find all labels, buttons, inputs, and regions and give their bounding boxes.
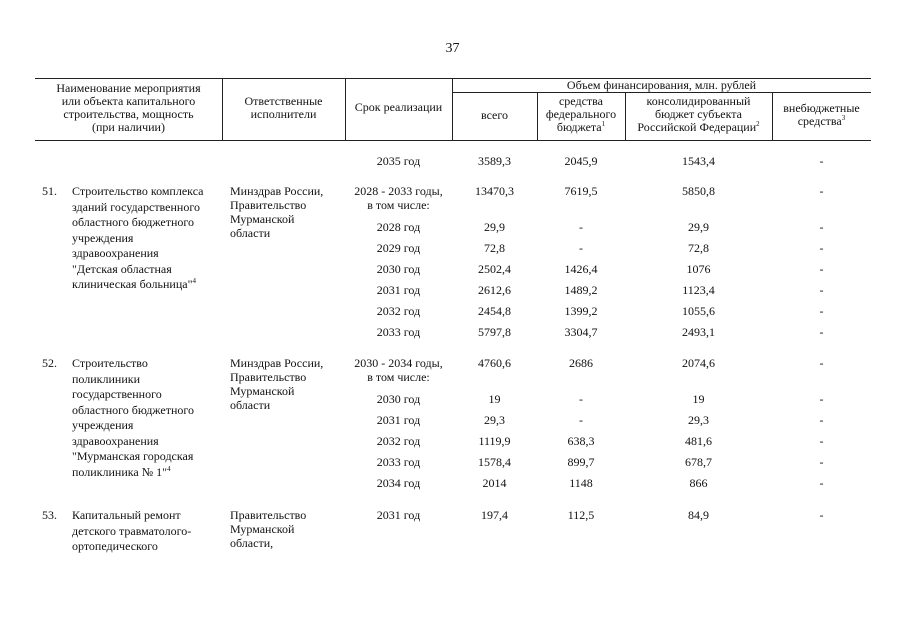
page-number: 37 xyxy=(445,41,460,56)
year-row-period: 2031 год xyxy=(376,283,421,297)
year-row-federal: 638,3 xyxy=(567,434,595,448)
year-row-regional: 72,8 xyxy=(688,241,709,255)
year-row-extra: - xyxy=(819,413,824,427)
entry-51-name: Строительство комплекса зданий государственного областного бюджетного учреждения здравоохранения "Детская областная клиническая больница"$^4$ xyxy=(72,184,204,291)
year-row-period: 2030 год xyxy=(376,392,421,406)
year-row-period: 2032 год xyxy=(376,434,421,448)
year-row-total: 2612,6 xyxy=(478,283,511,297)
year-row-federal: - xyxy=(579,220,583,234)
entry-51-period-summary: 2028 - 2033 годы, в том числе: xyxy=(354,184,443,212)
entry-52-extra: - xyxy=(819,356,824,370)
header-regional: консолидированный бюджет субъекта Российской Федерации$^2$ xyxy=(637,94,760,134)
header-total: всего xyxy=(480,108,509,122)
year-row-regional: 29,9 xyxy=(688,220,709,234)
year-row-extra: - xyxy=(819,304,824,318)
year-row-total: 2502,4 xyxy=(478,262,511,276)
entry-52-name: Строительство поликлиники государственного областного бюджетного учреждения здравоохранения "Мурманская городская поликлиника № 1"$^4$ xyxy=(72,356,195,479)
year-row-federal: 1489,2 xyxy=(564,283,598,297)
header-period: Срок реализации xyxy=(354,100,443,114)
year-row-total: 29,3 xyxy=(484,413,505,427)
entry-52-regional: 2074,6 xyxy=(682,356,715,370)
year-row-extra: - xyxy=(819,325,824,339)
carry-regional: 1543,4 xyxy=(682,154,715,168)
year-row-federal: 3304,7 xyxy=(564,325,598,339)
entry-53-number: 53. xyxy=(42,508,57,522)
year-row-regional: 2493,1 xyxy=(682,325,715,339)
year-row-extra: - xyxy=(819,455,824,469)
year-row-total: 1578,4 xyxy=(478,455,511,469)
header-federal: средства федерального бюджета$^1$ xyxy=(545,94,617,134)
entry-53-executors: Правительство Мурманской области, xyxy=(230,508,307,550)
year-row-period: 2034 год xyxy=(376,476,421,490)
year-row-period: 2030 год xyxy=(376,262,421,276)
year-row-federal: 1399,2 xyxy=(564,304,598,318)
year-row-extra: - xyxy=(819,220,824,234)
carry-total: 3589,3 xyxy=(478,154,511,168)
year-row-extra: - xyxy=(819,434,824,448)
year-row-extra: - xyxy=(819,392,824,406)
header-name: Наименование мероприятия или объекта капитального строительства, мощность (при наличии) xyxy=(56,81,201,134)
financing-subheader-rule xyxy=(452,92,871,93)
year-row-period: 2029 год xyxy=(376,241,421,255)
entry-53-regional: 84,9 xyxy=(688,508,709,522)
year-row-regional: 1076 xyxy=(686,262,711,276)
year-row-period: 2033 год xyxy=(376,325,421,339)
entry-51-federal: 7619,5 xyxy=(564,184,598,198)
year-row-total: 19 xyxy=(488,392,501,406)
entry-51-regional: 5850,8 xyxy=(682,184,715,198)
header-executors: Ответственные исполнители xyxy=(244,94,323,121)
year-row-extra: - xyxy=(819,283,824,297)
header-bottom-rule xyxy=(35,140,871,141)
year-row-period: 2033 год xyxy=(376,455,421,469)
entry-52-federal: 2686 xyxy=(569,356,593,370)
year-row-federal: - xyxy=(579,241,583,255)
entry-53-name: Капитальный ремонт детского травматолого- ортопедического xyxy=(72,508,192,553)
entry-51-number: 51. xyxy=(42,184,57,198)
entry-52-period-summary: 2030 - 2034 годы, в том числе: xyxy=(354,356,443,384)
year-row-total: 29,9 xyxy=(484,220,505,234)
entry-53-total: 197,4 xyxy=(481,508,508,522)
year-row-regional: 678,7 xyxy=(685,455,712,469)
year-row-extra: - xyxy=(819,262,824,276)
year-row-federal: 1148 xyxy=(569,476,593,490)
year-row-federal: 1426,4 xyxy=(564,262,598,276)
year-row-regional: 866 xyxy=(689,476,708,490)
year-row-total: 2454,8 xyxy=(478,304,511,318)
year-row-regional: 1123,4 xyxy=(682,283,715,297)
carry-period: 2035 год xyxy=(376,154,421,168)
entry-52-executors: Минздрав России, Правительство Мурманской области xyxy=(230,356,324,412)
entry-53-extra: - xyxy=(819,508,824,522)
entry-52-total: 4760,6 xyxy=(478,356,511,370)
year-row-regional: 481,6 xyxy=(685,434,712,448)
entry-51-total: 13470,3 xyxy=(475,184,514,198)
entry-52-number: 52. xyxy=(42,356,57,370)
header-extra: внебюджетные средства$^3$ xyxy=(783,101,860,128)
year-row-extra: - xyxy=(819,241,824,255)
entry-53-federal: 112,5 xyxy=(567,508,595,522)
carry-federal: 2045,9 xyxy=(564,154,598,168)
header-financing-group: Объем финансирования, млн. рублей xyxy=(566,78,757,92)
year-row-regional: 29,3 xyxy=(688,413,709,427)
year-row-period: 2031 год xyxy=(376,413,421,427)
year-row-federal: 899,7 xyxy=(567,455,595,469)
year-row-regional: 19 xyxy=(692,392,705,406)
year-row-total: 72,8 xyxy=(484,241,505,255)
year-row-federal: - xyxy=(579,413,583,427)
year-row-total: 5797,8 xyxy=(478,325,511,339)
year-row-extra: - xyxy=(819,476,824,490)
carry-extra: - xyxy=(819,154,824,168)
year-row-federal: - xyxy=(579,392,583,406)
entry-53-period: 2031 год xyxy=(376,508,421,522)
entry-51-extra: - xyxy=(819,184,824,198)
year-row-regional: 1055,6 xyxy=(682,304,715,318)
year-row-total: 2014 xyxy=(482,476,507,490)
year-row-period: 2032 год xyxy=(376,304,421,318)
year-row-total: 1119,9 xyxy=(478,434,511,448)
year-row-period: 2028 год xyxy=(376,220,421,234)
entry-51-executors: Минздрав России, Правительство Мурманской области xyxy=(230,184,324,240)
